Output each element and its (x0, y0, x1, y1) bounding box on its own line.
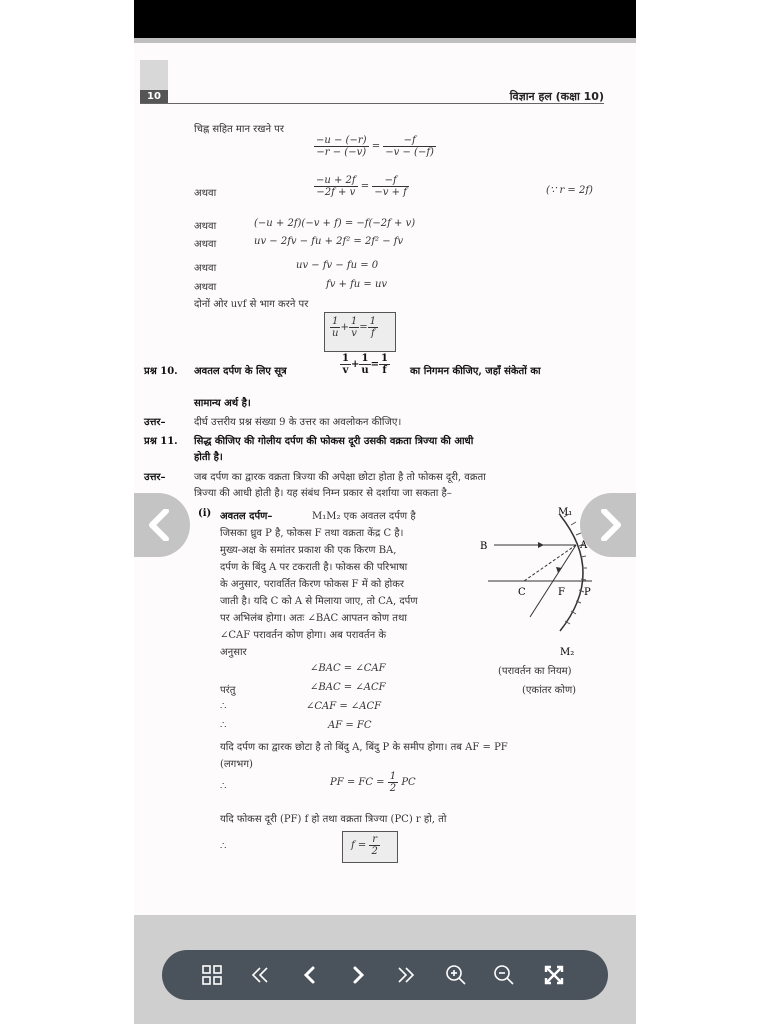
pf-equation (330, 771, 416, 794)
after-line-3: यदि फोकस दूरी (PF) f हो तथा वक्रता त्रिज्या (PC) r हो, तो (220, 814, 447, 825)
divide-note: दोनों ओर uvf से भाग करने पर (194, 299, 309, 310)
part-label: (i) (198, 508, 212, 519)
q11-label: प्रश्न 11. (144, 436, 178, 447)
q10-formula: $\frac{1}{v}$ + $\frac{1}{u}$ = $\frac{1}{f}$ (342, 353, 388, 376)
f-a: 1 (330, 316, 340, 328)
row-3-left: ∴ (220, 720, 227, 731)
header-rule (140, 103, 604, 104)
row-1-note: (एकांतर कोण) (522, 685, 577, 696)
previous-page-icon[interactable] (298, 963, 322, 987)
q10-f-c: 1 (381, 353, 388, 364)
athva-label-3: अथवा (194, 239, 217, 250)
para-line-3: दर्पण के बिंदु A पर टकराती है। फोकस की परिभाषा (220, 562, 408, 573)
q10-f-a: 1 (342, 353, 349, 364)
pf-num: 1 (389, 771, 397, 782)
q10-f-u: u (361, 365, 369, 376)
eq2-rhs-den: −v + f (374, 187, 407, 198)
therefore-2: ∴ (220, 841, 227, 852)
para-line-0: M₁M₂ एक अवतल दर्पण है (312, 511, 416, 522)
result-lhs: f = (351, 840, 367, 851)
result-box (342, 831, 398, 863)
label-p: P (584, 587, 591, 598)
label-f: F (558, 587, 565, 598)
last-page-icon[interactable] (394, 963, 418, 987)
q10-text-a: अवतल दर्पण के लिए सूत्र (194, 366, 287, 377)
equation-1: $\frac{-u - (-r)}{-r - (-v)}$ = $\frac{-f}{-v - (-f)}$ (316, 135, 434, 158)
after-line-2: (लगभग) (220, 759, 253, 770)
page-number-tab (140, 60, 168, 104)
eq1-rhs-num: −f (383, 135, 436, 147)
q11-answer-line2: त्रिज्या की आधी होती है। यह संबंध निम्न प्रकार से दर्शाया जा सकता है– (194, 488, 452, 499)
label-b: B (480, 541, 488, 552)
row-2-left: ∴ (220, 701, 227, 712)
equation-6: fv + fu = uv (326, 279, 388, 290)
q11-line2: होती है। (194, 452, 223, 463)
grid-icon[interactable] (200, 963, 224, 987)
viewer-toolbar (162, 950, 608, 1000)
f-b: 1 (350, 316, 358, 327)
q10-f-f: f (382, 365, 387, 376)
row-0-note: (परावर्तन का नियम) (498, 666, 572, 677)
f-f: f (370, 328, 375, 339)
label-m2: M₂ (560, 647, 575, 658)
para-line-8: अनुसार (220, 647, 247, 658)
q11-line1: सिद्ध कीजिए की गोलीय दर्पण की फोकस दूरी उसकी वक्रता त्रिज्या की आधी (194, 436, 474, 447)
header-title: विज्ञान हल (कक्षा 10) (509, 90, 604, 103)
para-line-5: जाती है। यदि C को A से मिलाया जाए, तो CA, दर्पण (220, 596, 418, 607)
label-m1: M₁ (558, 507, 573, 518)
q10-f-b: 1 (359, 353, 370, 365)
intro-text: चिह्न सहित मान रखने पर (194, 124, 284, 135)
para-line-6: पर अभिलंब होगा। अतः ∠BAC आपतन कोण तथा (220, 613, 407, 624)
result-num: r (369, 834, 379, 846)
eq2-lhs-num: −u + 2f (316, 175, 356, 186)
mirror-arc (560, 515, 583, 631)
eq2-rhs-num: −f (372, 175, 408, 187)
chevron-left-icon (142, 509, 182, 541)
therefore-1: ∴ (220, 781, 227, 792)
equation-3: (−u + 2f)(−v + f) = −f(−2f + v) (254, 218, 416, 229)
para-line-1: जिसका ध्रुव P है, फोकस F तथा वक्रता केंद्र C है। (220, 528, 404, 539)
eq1-lhs-num: −u − (−r) (316, 135, 367, 146)
normal-line (524, 545, 576, 581)
f-c: 1 (369, 316, 376, 327)
equation-5: uv − fv − fu = 0 (296, 260, 379, 271)
athva-label-2: अथवा (194, 221, 217, 232)
para-line-4: के अनुसार, परावर्तित किरण फोकस F में को होकर (220, 579, 405, 590)
zoom-in-icon[interactable] (444, 963, 468, 987)
pf-den: 2 (389, 783, 397, 794)
f-v: v (351, 328, 357, 339)
incident-arrow (538, 542, 544, 548)
document-viewer (134, 0, 636, 1024)
pf-rhs: PC (401, 777, 416, 788)
document-page (134, 43, 636, 915)
athva-label-1: अथवा (194, 188, 217, 199)
fit-screen-icon[interactable] (542, 963, 566, 987)
chevron-right-icon (594, 509, 634, 541)
mirror-formula-box: $\frac{1}{u}$ + $\frac{1}{v}$ = $\frac{1}{f}$ (324, 312, 396, 352)
row-0-eq: ∠BAC = ∠CAF (310, 663, 386, 674)
equation-4: uv − 2fv − fu + 2f² = 2f² − fv (254, 236, 404, 247)
eq1-lhs-den: −r − (−v) (316, 147, 367, 158)
para-line-7: ∠CAF परावर्तन कोण होगा। अब परावर्तन के (220, 630, 387, 641)
q10-answer-label: उत्तर– (144, 417, 166, 428)
next-page-icon[interactable] (346, 963, 370, 987)
page-number: 10 (140, 90, 168, 104)
label-a: A (580, 540, 588, 551)
row-1-left: परंतु (220, 685, 236, 696)
first-page-icon[interactable] (248, 963, 272, 987)
q11-answer-line1: जब दर्पण का द्वारक वक्रता त्रिज्या की अपेक्षा छोटा होता है तो फोकस दूरी, वक्रता (194, 472, 486, 483)
label-c: C (518, 587, 526, 598)
f-u: u (332, 328, 339, 339)
next-page-arrow[interactable] (580, 493, 636, 557)
equation-2: $\frac{-u + 2f}{-2f + v}$ = $\frac{-f}{-v + f}$ (316, 175, 407, 198)
result-den: 2 (371, 846, 378, 857)
after-line-1: यदि दर्पण का द्वारक छोटा है तो बिंदु A, बिंदु P के समीप होगा। तब AF = PF (220, 742, 508, 753)
q11-answer-label: उत्तर– (144, 472, 166, 483)
row-1-eq: ∠BAC = ∠ACF (310, 682, 386, 693)
part-title: अवतल दर्पण– (220, 511, 273, 522)
top-bar (134, 0, 636, 38)
eq2-note: (∵ r = 2f) (546, 185, 593, 196)
athva-label-4: अथवा (194, 263, 217, 274)
athva-label-5: अथवा (194, 282, 217, 293)
row-3-eq: AF = FC (328, 720, 372, 731)
q10-text-c: सामान्य अर्थ है। (194, 398, 251, 409)
q10-text-b: का निगमन कीजिए, जहाँ संकेतों का (410, 366, 541, 377)
pf-lhs: PF = FC = (330, 777, 385, 788)
q10-answer: दीर्घ उत्तरीय प्रश्न संख्या 9 के उत्तर का अवलोकन कीजिए। (194, 417, 402, 428)
eq2-lhs-den: −2f + v (316, 187, 356, 198)
eq1-rhs-den: −v − (−f) (385, 147, 434, 158)
q10-f-v: v (342, 365, 349, 376)
zoom-out-icon[interactable] (492, 963, 516, 987)
para-line-2: मुख्य-अक्ष के समांतर प्रकाश की एक किरण BA, (220, 545, 397, 556)
q10-label: प्रश्न 10. (144, 366, 178, 377)
row-2-eq: ∠CAF = ∠ACF (306, 701, 382, 712)
